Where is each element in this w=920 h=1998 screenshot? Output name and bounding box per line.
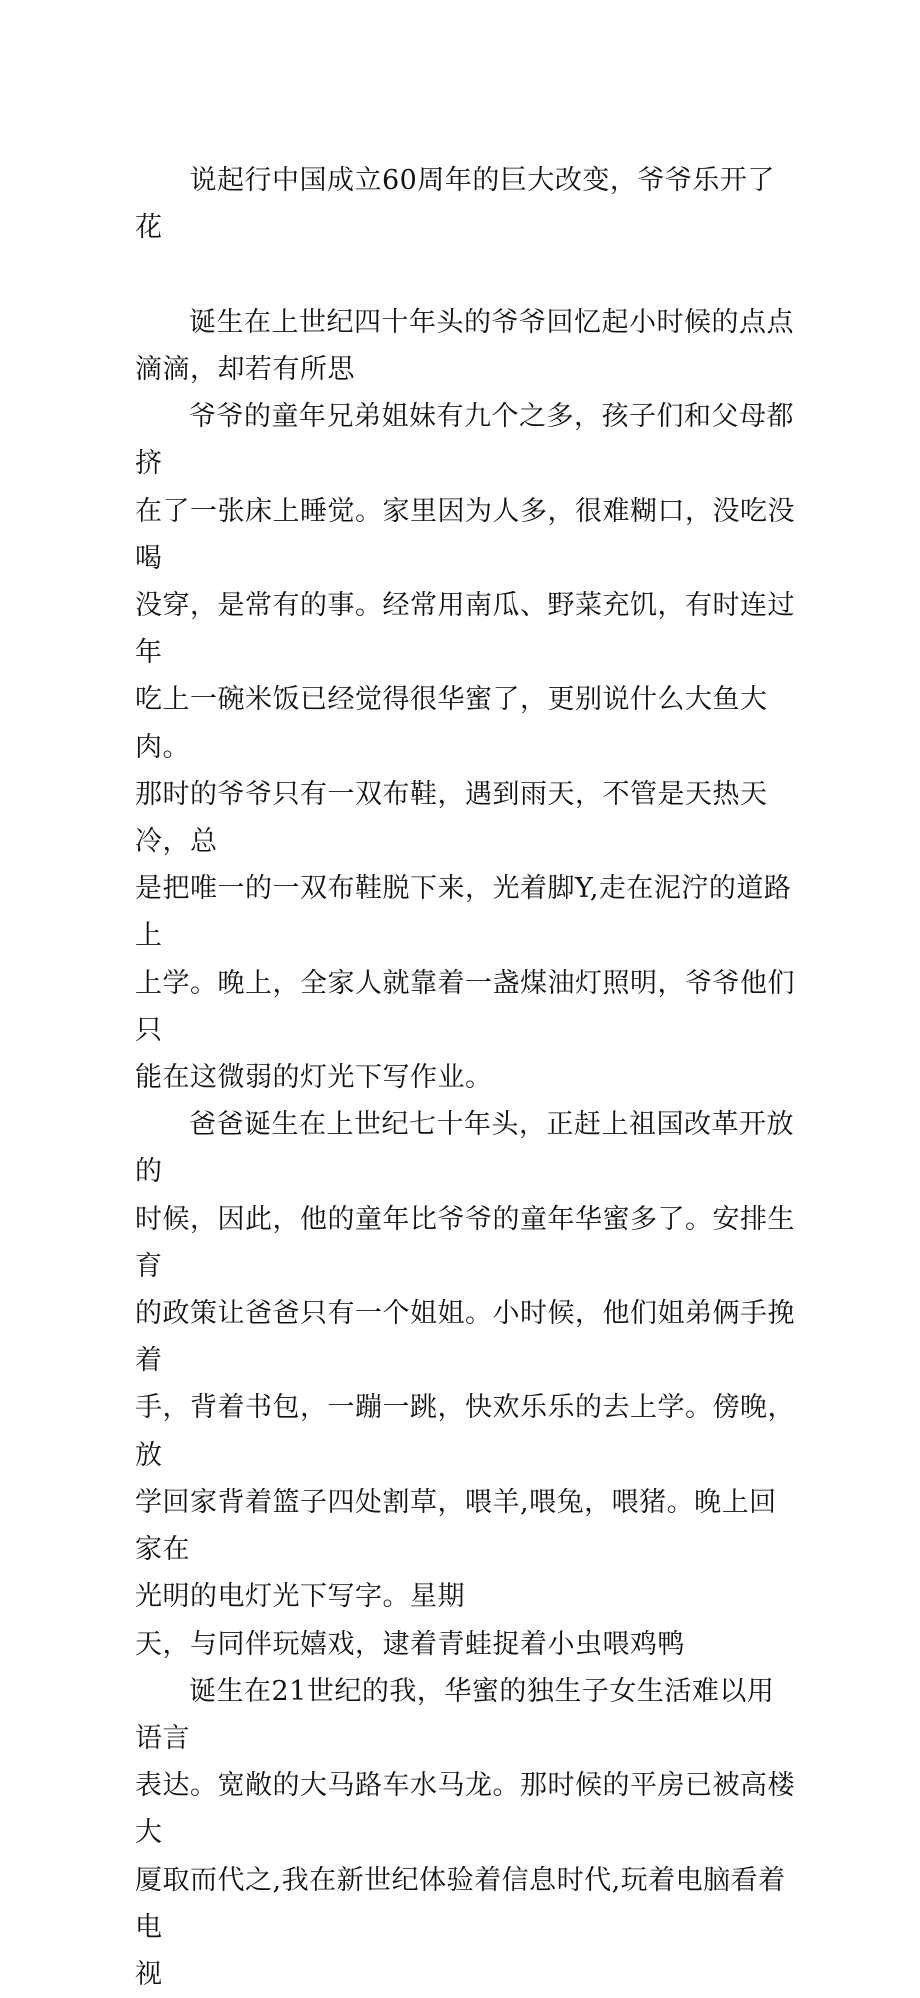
paragraph-line: 那时的爷爷只有一双布鞋，遇到雨天，不管是天热天冷，总: [135, 778, 768, 858]
paragraph-line: 在了一张床上睡觉。家里因为人多，很难糊口，没吃没喝: [135, 495, 795, 574]
paragraph-1: [135, 110, 795, 299]
paragraph-line: 的政策让爸爸只有一个姐姐。小时候，他们姐弟俩手挽着: [135, 1298, 795, 1377]
paragraph-line: 能在这微弱的灯光下写作业。: [135, 1062, 493, 1094]
paragraph-line: 上学。晚上，全家人就靠着一盏煤油灯照明，爷爷他们只: [135, 967, 795, 1046]
paragraph-line: 是把唯一的一双布鞋脱下来，光着脚Y,走在泥泞的道路上: [135, 873, 792, 952]
paragraph-line: 表达。宽敞的大马路车水马龙。那时候的平房已被高楼大: [135, 1770, 795, 1849]
paragraph-line: 视: [135, 1958, 163, 1990]
paragraph-line: 诞生在上世纪四十年头的爷爷回忆起小时候的点点: [189, 306, 794, 338]
paragraph-line: 爸爸诞生在上世纪七十年头，正赶上祖国改革开放的: [135, 1109, 794, 1188]
paragraph-line: 说起行中国成立60周年的巨大改变，爷爷乐开了花: [135, 165, 775, 244]
paragraph-line: 天，与同伴玩嬉戏，逮着青蛙捉着小虫喂鸡鸭: [135, 1628, 685, 1660]
paragraph-line: 厦取而代之,我在新世纪体验着信息时代,玩着电脑看着电: [135, 1864, 786, 1943]
paragraph-4: [135, 1101, 795, 1620]
paragraph-line: 滴滴，却若有所思: [135, 354, 355, 386]
paragraph-line: 没穿，是常有的事。经常用南瓜、野菜充饥，有时连过年: [135, 590, 795, 669]
paragraph-line: 学回家背着篮子四处割草，喂羊,喂兔，喂猪。晚上回家在: [135, 1486, 777, 1566]
paragraph-3: [135, 393, 795, 1101]
document-body: [135, 110, 795, 1998]
paragraph-5: [135, 1621, 795, 1668]
paragraph-line: 诞生在21世纪的我，华蜜的独生子女生活难以用语言: [135, 1675, 775, 1754]
paragraph-2: [135, 299, 795, 393]
paragraph-line: 光明的电灯光下写字。星期: [135, 1581, 465, 1613]
paragraph-line: 手，背着书包，一蹦一跳，快欢乐乐的去上学。傍晚，放: [135, 1392, 795, 1471]
paragraph-line: 爷爷的童年兄弟姐妹有九个之多，孩子们和父母都挤: [135, 401, 794, 480]
paragraph-line: 时候，因此，他的童年比爷爷的童年华蜜多了。安排生育: [135, 1203, 795, 1282]
paragraph-line: 吃上一碗米饭已经觉得很华蜜了，更别说什么大鱼大肉。: [135, 684, 768, 763]
paragraph-6: [135, 1668, 795, 1998]
